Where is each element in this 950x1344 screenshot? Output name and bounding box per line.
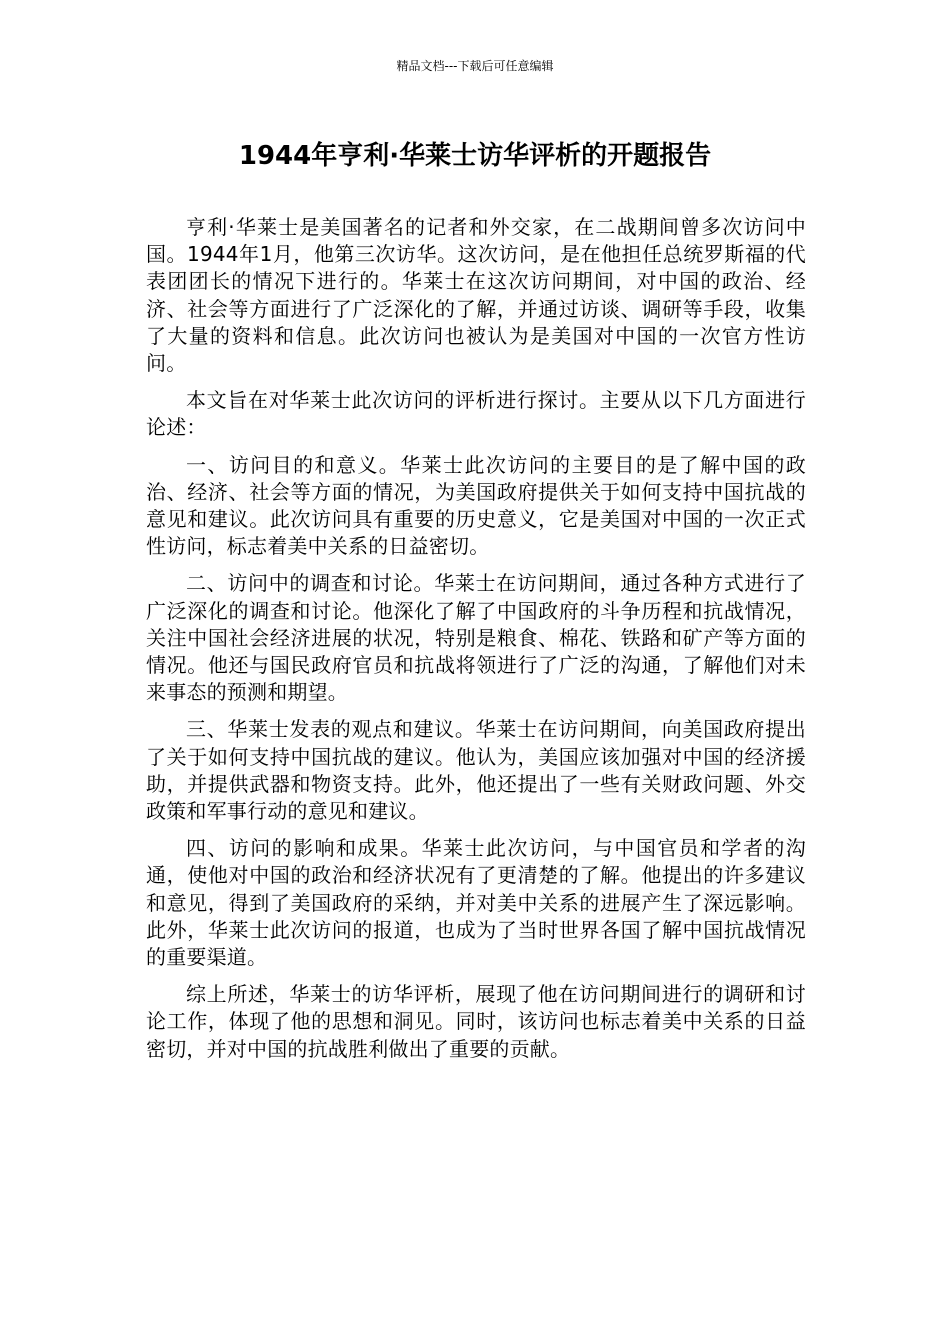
paragraph-section-1: 一、访问目的和意义。华莱士此次访问的主要目的是了解中国的政治、经济、社会等方面的情况，为美国政府提供关于如何支持中国抗战的意见和建议。此次访问具有重要的历史意义，它是美国对中国的一次正式性访问，标志着美中关系的日益密切。 [146,452,806,559]
paragraph-section-3: 三、华莱士发表的观点和建议。华莱士在访问期间，向美国政府提出了关于如何支持中国抗战的建议。他认为，美国应该加强对中国的经济援助，并提供武器和物资支持。此外，他还提出了一些有关财政问题、外交政策和军事行动的意见和建议。 [146,717,806,824]
paragraph-purpose: 本文旨在对华莱士此次访问的评析进行探讨。主要从以下几方面进行论述： [146,388,806,440]
document-title: 1944年亨利·华莱士访华评析的开题报告 [238,141,712,171]
document-body [146,214,806,1073]
paragraph-section-4: 四、访问的影响和成果。华莱士此次访问，与中国官员和学者的沟通，使他对中国的政治和经济状况有了更清楚的了解。他提出的许多建议和意见，得到了美国政府的采纳，并对美中关系的进展产生了深远影响。此外，华莱士此次访问的报道，也成为了当时世界各国了解中国抗战情况的重要渠道。 [146,836,806,970]
paragraph-section-2: 二、访问中的调查和讨论。华莱士在访问期间，通过各种方式进行了广泛深化的调查和讨论。他深化了解了中国政府的斗争历程和抗战情况，关注中国社会经济进展的状况，特别是粮食、棉花、铁路和矿产等方面的情况。他还与国民政府官员和抗战将领进行了广泛的沟通，了解他们对未来事态的预测和期望。 [146,571,806,705]
header-note: 精品文档---下载后可任意编辑 [396,59,554,73]
paragraph-intro: 亨利·华莱士是美国著名的记者和外交家，在二战期间曾多次访问中国。1944年1月，他第三次访华。这次访问，是在他担任总统罗斯福的代表团团长的情况下进行的。华莱士在这次访问期间，对中国的政治、经济、社会等方面进行了广泛深化的了解，并通过访谈、调研等手段，收集了大量的资料和信息。此次访问也被认为是美国对中国的一次官方性访问。 [146,215,806,376]
paragraph-conclusion: 综上所述，华莱士的访华评析，展现了他在访问期间进行的调研和讨论工作，体现了他的思想和洞见。同时，该访问也标志着美中关系的日益密切，并对中国的抗战胜利做出了重要的贡献。 [146,982,806,1061]
